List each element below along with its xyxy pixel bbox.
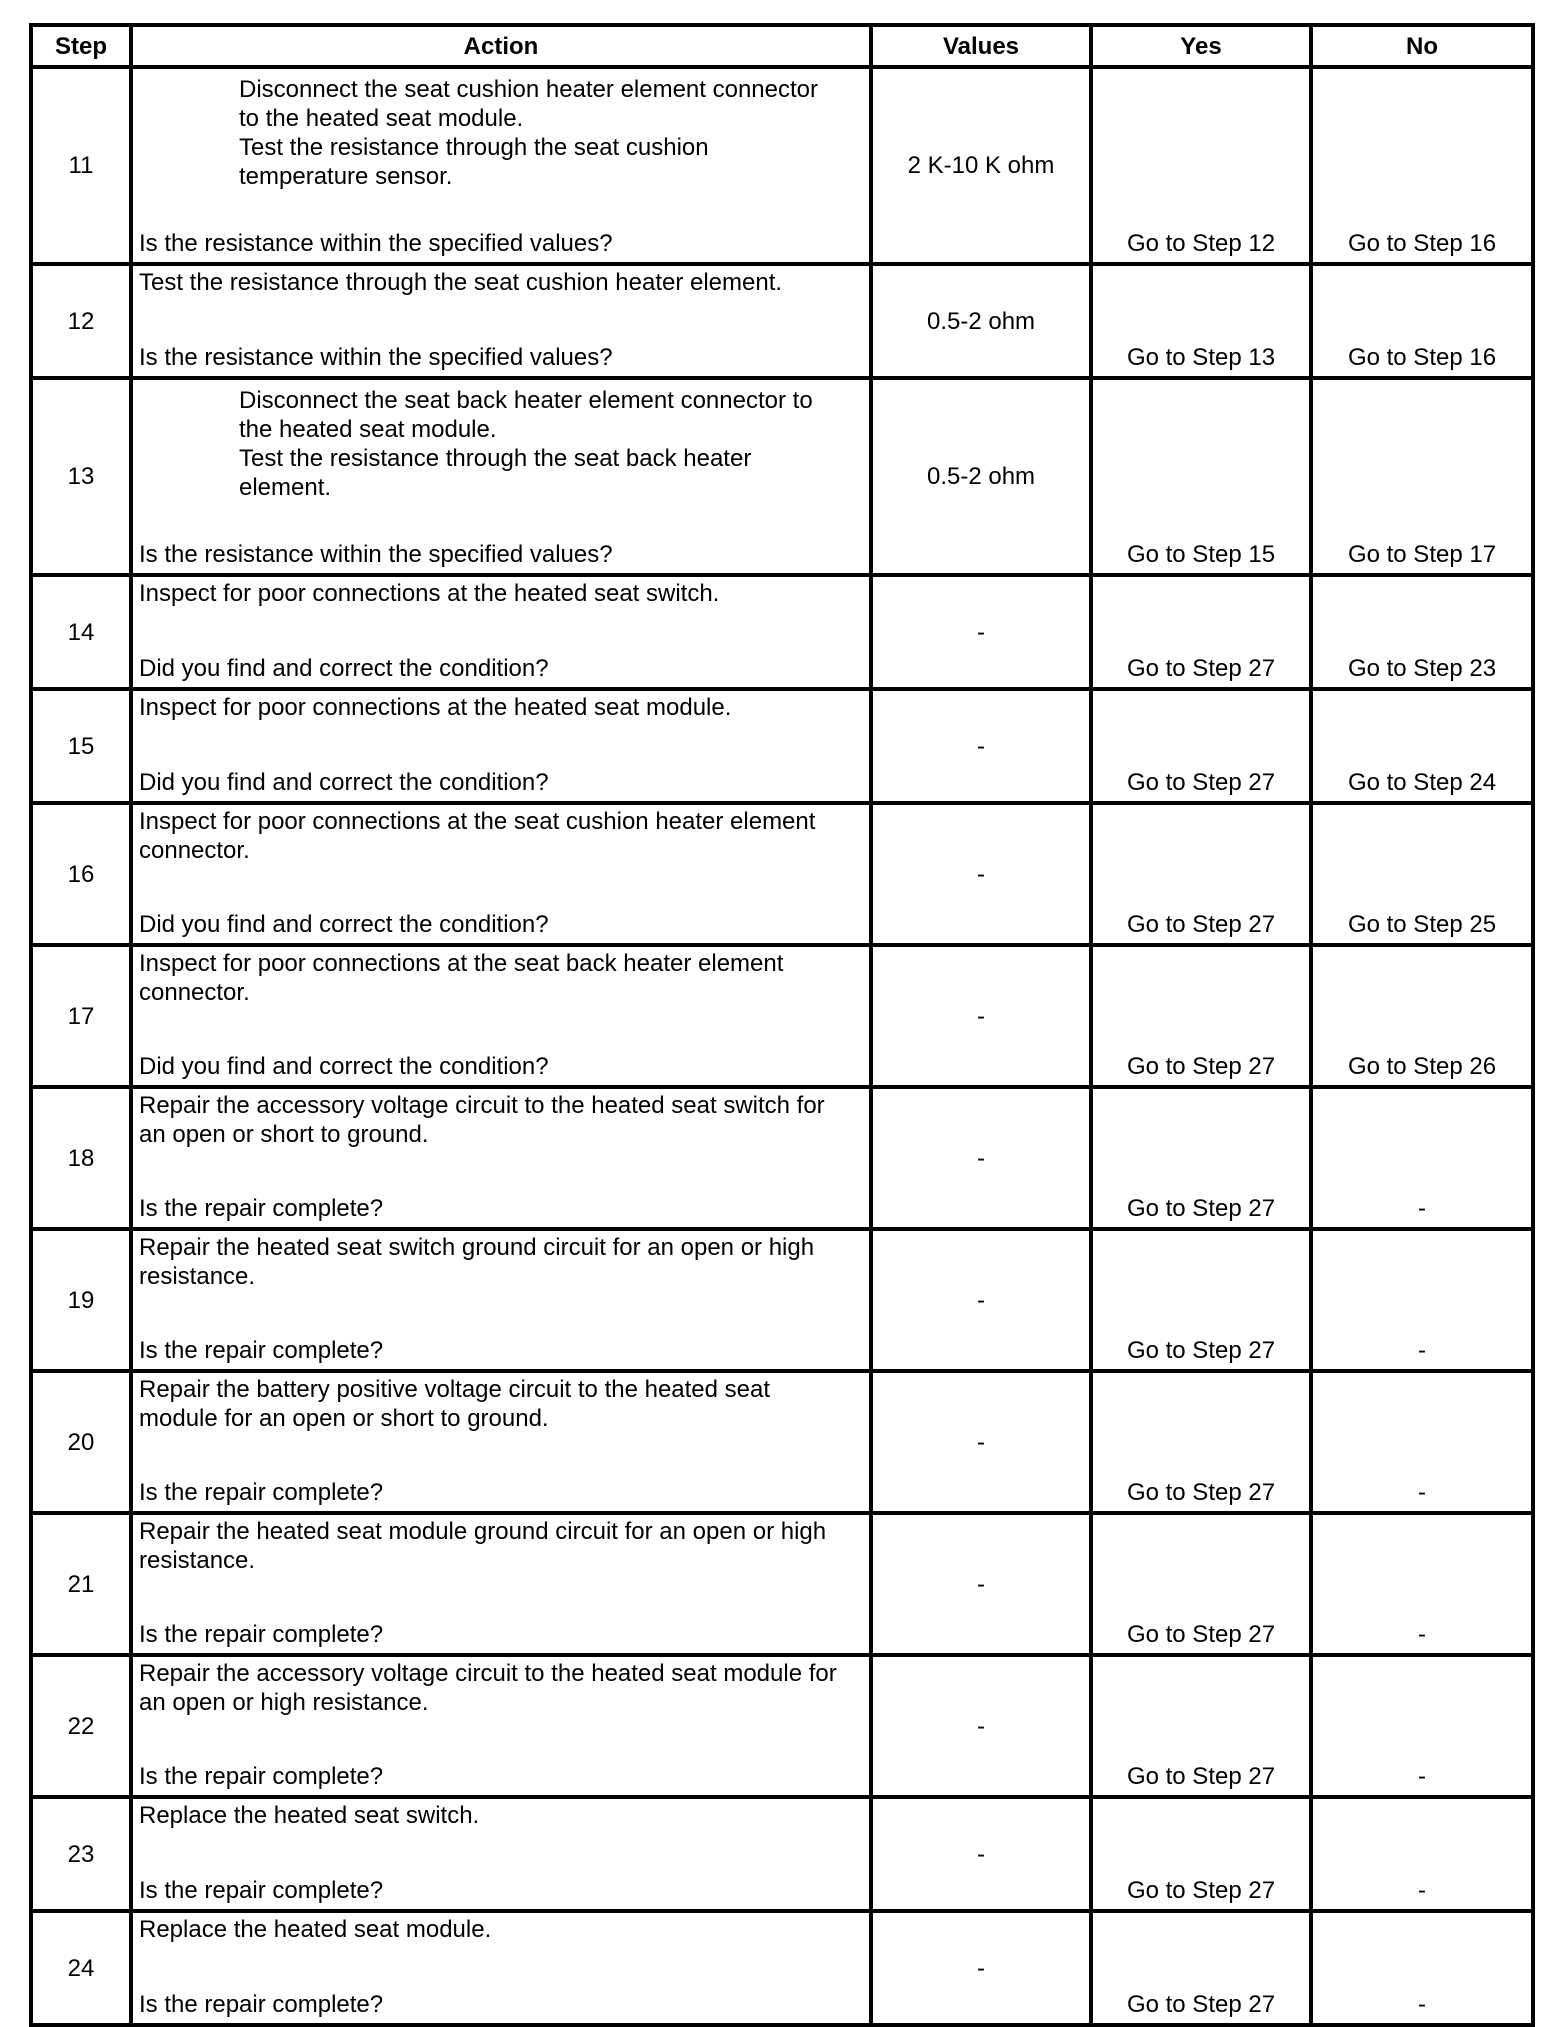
value-cell: -	[871, 945, 1091, 1087]
step-number: 20	[31, 1371, 131, 1513]
action-question: Is the resistance within the specified values?	[139, 344, 613, 371]
yes-cell: Go to Step 27	[1091, 1797, 1311, 1911]
value-cell: -	[871, 1655, 1091, 1797]
action-cell	[131, 945, 871, 1087]
no-cell: Go to Step 25	[1311, 803, 1533, 945]
value-cell: -	[871, 1513, 1091, 1655]
action-content	[133, 1373, 869, 1511]
value-cell: 2 K-10 K ohm	[871, 67, 1091, 264]
action-instruction: Repair the heated seat switch ground circuit for an open or high resistance.	[139, 1234, 815, 1290]
yes-cell: Go to Step 12	[1091, 67, 1311, 264]
yes-cell: Go to Step 27	[1091, 945, 1311, 1087]
yes-cell: Go to Step 27	[1091, 1087, 1311, 1229]
table-row	[31, 67, 1533, 264]
table-row	[31, 689, 1533, 803]
step-number: 14	[31, 575, 131, 689]
table-row	[31, 1911, 1533, 2025]
action-instruction: Replace the heated seat module.	[139, 1916, 492, 1943]
table-row	[31, 378, 1533, 575]
yes-cell: Go to Step 15	[1091, 378, 1311, 575]
table-row	[31, 803, 1533, 945]
header-yes: Yes	[1091, 25, 1311, 67]
table-row	[31, 1513, 1533, 1655]
no-cell: Go to Step 26	[1311, 945, 1533, 1087]
action-instruction: Repair the battery positive voltage circuit to the heated seat module for an open or short to ground.	[139, 1376, 771, 1432]
value-cell: 0.5-2 ohm	[871, 264, 1091, 378]
table-row	[31, 1087, 1533, 1229]
yes-cell: Go to Step 27	[1091, 689, 1311, 803]
yes-cell: Go to Step 13	[1091, 264, 1311, 378]
table-row	[31, 1655, 1533, 1797]
value-cell: 0.5-2 ohm	[871, 378, 1091, 575]
action-question: Is the repair complete?	[139, 1195, 384, 1222]
step-number: 11	[31, 67, 131, 264]
action-instruction: Disconnect the seat back heater element connector to the heated seat module. Test the resistance through the seat back heater element.	[239, 387, 813, 501]
action-instruction: Replace the heated seat switch.	[139, 1802, 480, 1829]
action-cell	[131, 1655, 871, 1797]
header-row	[31, 25, 1533, 67]
yes-cell: Go to Step 27	[1091, 803, 1311, 945]
action-instruction: Repair the accessory voltage circuit to the heated seat module for an open or high resistance.	[139, 1660, 837, 1716]
no-cell: Go to Step 16	[1311, 67, 1533, 264]
action-question: Did you find and correct the condition?	[139, 769, 549, 796]
action-instruction: Repair the accessory voltage circuit to the heated seat switch for an open or short to ground.	[139, 1092, 825, 1148]
no-cell: -	[1311, 1087, 1533, 1229]
value-cell: -	[871, 1797, 1091, 1911]
action-instruction: Inspect for poor connections at the heated seat switch.	[139, 580, 720, 607]
value-cell: -	[871, 1911, 1091, 2025]
action-instruction: Repair the heated seat module ground circuit for an open or high resistance.	[139, 1518, 827, 1574]
table-row	[31, 1371, 1533, 1513]
action-content	[133, 266, 869, 376]
value-cell: -	[871, 689, 1091, 803]
no-cell: -	[1311, 1911, 1533, 2025]
table-row	[31, 945, 1533, 1087]
action-question: Is the resistance within the specified values?	[139, 230, 613, 257]
no-cell: Go to Step 24	[1311, 689, 1533, 803]
action-question: Did you find and correct the condition?	[139, 911, 549, 938]
table-row	[31, 1229, 1533, 1371]
action-question: Did you find and correct the condition?	[139, 655, 549, 682]
step-number: 13	[31, 378, 131, 575]
step-number: 15	[31, 689, 131, 803]
no-cell: Go to Step 17	[1311, 378, 1533, 575]
step-number: 17	[31, 945, 131, 1087]
table-row	[31, 1797, 1533, 1911]
action-instruction: Disconnect the seat cushion heater element connector to the heated seat module. Test the resistance through the seat cushion temperature sensor.	[239, 76, 819, 190]
value-cell: -	[871, 1087, 1091, 1229]
no-cell: -	[1311, 1229, 1533, 1371]
action-question: Is the repair complete?	[139, 1877, 384, 1904]
action-question: Is the resistance within the specified values?	[139, 541, 613, 568]
step-number: 18	[31, 1087, 131, 1229]
header-step: Step	[31, 25, 131, 67]
action-question: Is the repair complete?	[139, 1337, 384, 1364]
action-instruction: Inspect for poor connections at the seat back heater element connector.	[139, 950, 784, 1006]
no-cell: -	[1311, 1797, 1533, 1911]
action-question: Did you find and correct the condition?	[139, 1053, 549, 1080]
action-question: Is the repair complete?	[139, 1621, 384, 1648]
step-number: 24	[31, 1911, 131, 2025]
step-number: 21	[31, 1513, 131, 1655]
table-body	[31, 67, 1533, 2025]
yes-cell: Go to Step 27	[1091, 1655, 1311, 1797]
action-cell	[131, 575, 871, 689]
no-cell: -	[1311, 1655, 1533, 1797]
header-values: Values	[871, 25, 1091, 67]
table-row	[31, 264, 1533, 378]
action-content	[133, 947, 869, 1085]
yes-cell: Go to Step 27	[1091, 1911, 1311, 2025]
yes-cell: Go to Step 27	[1091, 1229, 1311, 1371]
no-cell: Go to Step 16	[1311, 264, 1533, 378]
step-number: 23	[31, 1797, 131, 1911]
action-cell	[131, 264, 871, 378]
no-cell: -	[1311, 1513, 1533, 1655]
value-cell: -	[871, 575, 1091, 689]
action-content	[133, 1089, 869, 1227]
action-cell	[131, 1087, 871, 1229]
yes-cell: Go to Step 27	[1091, 575, 1311, 689]
step-number: 22	[31, 1655, 131, 1797]
table-row	[31, 575, 1533, 689]
action-cell	[131, 1797, 871, 1911]
action-content	[133, 1657, 869, 1795]
action-cell	[131, 689, 871, 803]
step-number: 19	[31, 1229, 131, 1371]
action-content	[133, 1799, 869, 1909]
action-cell	[131, 378, 871, 575]
action-cell	[131, 1911, 871, 2025]
step-number: 16	[31, 803, 131, 945]
diagnostic-steps-table	[29, 23, 1535, 2027]
yes-cell: Go to Step 27	[1091, 1371, 1311, 1513]
action-content	[133, 380, 869, 573]
action-cell	[131, 67, 871, 264]
header-action: Action	[131, 25, 871, 67]
action-cell	[131, 803, 871, 945]
action-question: Is the repair complete?	[139, 1991, 384, 2018]
action-cell	[131, 1229, 871, 1371]
action-instruction: Inspect for poor connections at the heated seat module.	[139, 694, 732, 721]
action-content	[133, 1231, 869, 1369]
action-content	[133, 69, 869, 262]
no-cell: Go to Step 23	[1311, 575, 1533, 689]
header-no: No	[1311, 25, 1533, 67]
action-instruction: Inspect for poor connections at the seat cushion heater element connector.	[139, 808, 816, 864]
no-cell: -	[1311, 1371, 1533, 1513]
value-cell: -	[871, 1229, 1091, 1371]
action-cell	[131, 1371, 871, 1513]
action-content	[133, 691, 869, 801]
step-number: 12	[31, 264, 131, 378]
action-content	[133, 1515, 869, 1653]
action-question: Is the repair complete?	[139, 1763, 384, 1790]
action-content	[133, 577, 869, 687]
action-content	[133, 805, 869, 943]
action-question: Is the repair complete?	[139, 1479, 384, 1506]
yes-cell: Go to Step 27	[1091, 1513, 1311, 1655]
action-content	[133, 1913, 869, 2023]
value-cell: -	[871, 803, 1091, 945]
value-cell: -	[871, 1371, 1091, 1513]
action-cell	[131, 1513, 871, 1655]
action-instruction: Test the resistance through the seat cushion heater element.	[139, 269, 783, 296]
